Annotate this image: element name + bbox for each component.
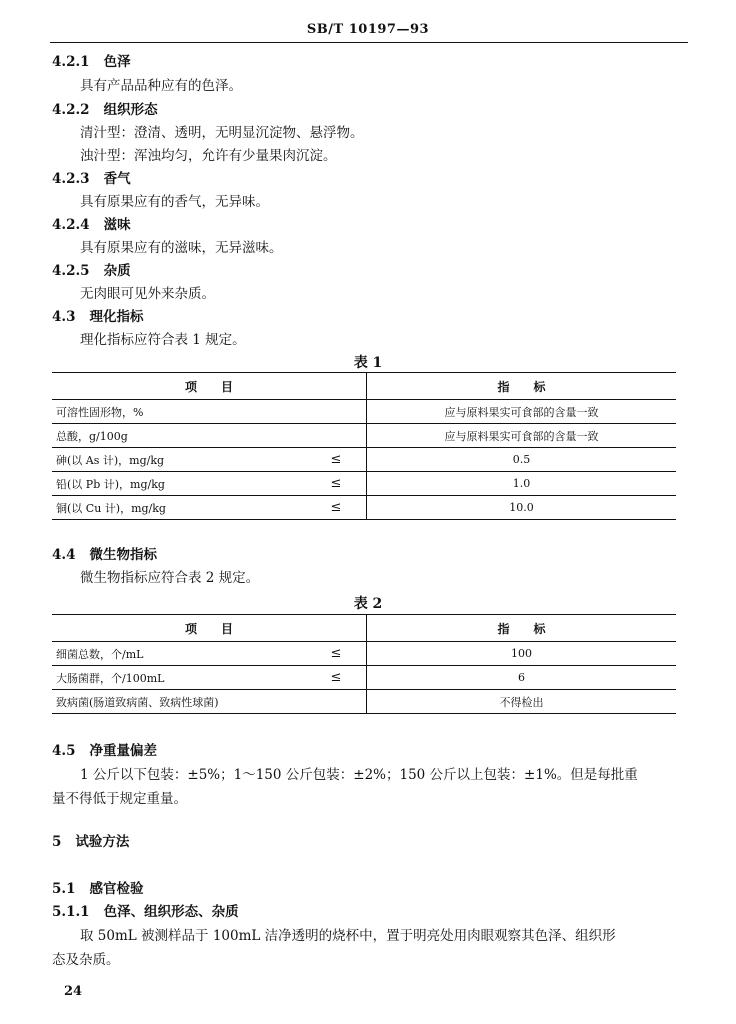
section-title: 组织形态 (103, 102, 158, 118)
table-row (52, 400, 676, 424)
row-value: 应与原料果实可食部的含量一致 (444, 405, 599, 419)
row-item: 细菌总数，个/mL (56, 647, 144, 661)
section-4-2-4-heading (52, 219, 131, 233)
row-operator (306, 424, 367, 448)
row-item: 致病菌(肠道致病菌、致病性球菌) (52, 690, 306, 714)
row-operator: ≤ (306, 666, 367, 690)
row-value: 6 (367, 666, 677, 690)
row-item: 大肠菌群，个/100mL (52, 666, 306, 690)
section-4-4-text: 微生物指标应符合表 2 规定。 (80, 570, 260, 586)
section-4-2-5-heading (52, 265, 131, 279)
section-number: 5.1 (52, 881, 76, 897)
section-4-5-text-line-1: 1 公斤以下包装：±5%；1～150 公斤包装：±2%；150 公斤以上包装：±1%。但是每批重 (80, 767, 638, 783)
header-rule (50, 42, 688, 43)
table-1-head-value: 指 标 (367, 373, 677, 400)
row-value: 应与原料果实可食部的含量一致 (367, 424, 677, 448)
section-number: 4.4 (52, 547, 76, 563)
section-4-2-2-text-clear: 清汁型：澄清、透明，无明显沉淀物、悬浮物。 (80, 125, 364, 141)
table-2-head-value: 指 标 (367, 615, 677, 642)
table-1-caption: 表 1 (353, 355, 383, 371)
section-number: 5 (52, 834, 62, 850)
section-number: 4.2.1 (52, 54, 90, 70)
section-number: 4.3 (52, 309, 76, 325)
table-row (52, 448, 676, 472)
section-title: 理化指标 (89, 309, 144, 325)
table-2-caption: 表 2 (353, 596, 383, 612)
table-row (52, 472, 676, 496)
row-operator: ≤ (306, 642, 367, 666)
section-4-2-5-text: 无肉眼可见外来杂质。 (80, 286, 215, 302)
table-row (52, 424, 676, 448)
section-title: 滋味 (103, 217, 131, 233)
section-number: 5.1.1 (52, 904, 90, 920)
table-1-head-item: 项 目 (52, 373, 367, 400)
section-4-2-3-text: 具有原果应有的香气，无异味。 (80, 194, 269, 210)
section-4-3-text: 理化指标应符合表 1 规定。 (80, 332, 246, 348)
page-number: 24 (64, 984, 83, 999)
section-5-heading (52, 836, 129, 850)
section-5-1-1-text-line-2: 态及杂质。 (52, 952, 120, 968)
row-item: 可溶性固形物，% (56, 405, 144, 419)
section-title: 香气 (103, 171, 131, 187)
table-1 (52, 372, 676, 520)
section-title: 色泽 (103, 54, 131, 70)
standard-code-header: SB/T 10197—93 (306, 22, 430, 37)
section-4-2-1-text: 具有产品品种应有的色泽。 (80, 78, 242, 94)
row-value: 0.5 (367, 448, 677, 472)
row-value: 100 (511, 647, 532, 660)
section-5-1-1-heading (52, 906, 239, 920)
row-value: 10.0 (367, 496, 677, 520)
section-4-2-1-heading (52, 56, 131, 70)
section-title: 净重量偏差 (89, 743, 157, 759)
row-item: 砷(以 As 计)，mg/kg (52, 448, 306, 472)
table-row (52, 496, 676, 520)
row-value: 1.0 (367, 472, 677, 496)
section-number: 4.2.2 (52, 102, 90, 118)
section-number: 4.2.5 (52, 263, 90, 279)
row-operator: ≤ (306, 472, 367, 496)
section-number: 4.2.4 (52, 217, 90, 233)
section-4-2-4-text: 具有原果应有的滋味，无异滋味。 (80, 240, 283, 256)
section-4-2-2-text-cloudy: 浊汁型：浑浊均匀，允许有少量果肉沉淀。 (80, 148, 337, 164)
section-4-5-heading (52, 745, 157, 759)
row-operator (306, 690, 367, 714)
section-title: 试验方法 (75, 834, 130, 850)
row-value: 不得检出 (367, 690, 677, 714)
table-row (52, 666, 676, 690)
row-operator (306, 400, 367, 424)
row-item: 铅(以 Pb 计)，mg/kg (52, 472, 306, 496)
section-5-1-heading (52, 883, 144, 897)
section-5-1-1-text-line-1: 取 50mL 被测样品于 100mL 洁净透明的烧杯中，置于明亮处用肉眼观察其色泽、组织形 (80, 928, 616, 944)
section-number: 4.5 (52, 743, 76, 759)
section-title: 色泽、组织形态、杂质 (103, 904, 239, 920)
table-2-head-item: 项 目 (52, 615, 367, 642)
row-operator: ≤ (306, 496, 367, 520)
row-operator: ≤ (306, 448, 367, 472)
section-4-2-3-heading (52, 173, 131, 187)
table-row (52, 690, 676, 714)
section-title: 感官检验 (89, 881, 144, 897)
section-4-3-heading (52, 311, 144, 325)
section-number: 4.2.3 (52, 171, 90, 187)
section-4-5-text-line-2: 量不得低于规定重量。 (52, 791, 187, 807)
row-item: 总酸，g/100g (52, 424, 306, 448)
section-title: 杂质 (103, 263, 131, 279)
section-4-4-heading (52, 549, 157, 563)
section-title: 微生物指标 (89, 547, 157, 563)
row-item: 铜(以 Cu 计)，mg/kg (52, 496, 306, 520)
table-row (52, 642, 676, 666)
section-4-2-2-heading (52, 104, 158, 118)
table-2 (52, 614, 676, 714)
